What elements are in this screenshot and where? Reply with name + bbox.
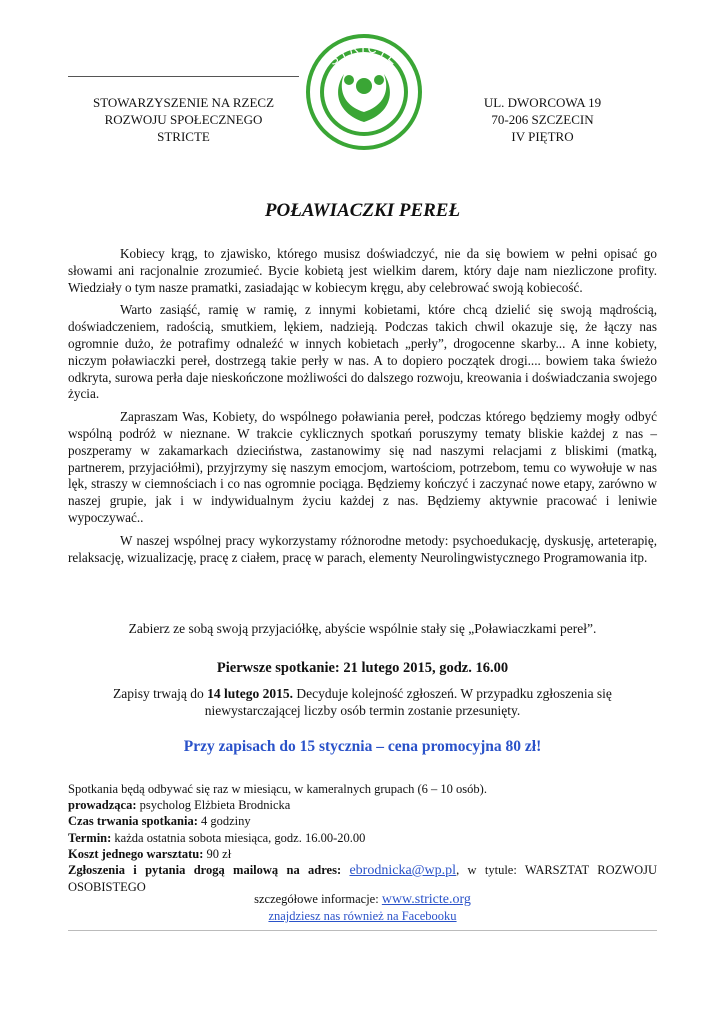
detail-cost xyxy=(68,846,657,862)
facebook-link[interactable]: znajdziesz nas również na Facebooku xyxy=(268,909,457,923)
organization-line-3: STRICTE xyxy=(157,129,210,144)
paragraph-1: Kobiecy krąg, to zjawisko, którego musisz doświadczyć, nie da się bowiem w pełni opisać go słowami ani racjonalnie zrozumieć. Bycie kobietą jest wielkim darem, który daje nam niezliczone profity. Wiedziały o tym nasze pramatki, zasiadając w kobiecym kręgu, aby celebrować swoją kobiecość. xyxy=(68,246,657,295)
address-street: UL. DWORCOWA 19 xyxy=(483,95,602,110)
event-details xyxy=(68,781,657,895)
promo-price: Przy zapisach do 15 stycznia – cena promocyjna 80 zł! xyxy=(183,738,542,755)
bottom-divider xyxy=(68,930,657,931)
contact-suffix: , w tytule: WARSZTAT ROZWOJU OSOBISTEGO xyxy=(68,863,658,895)
detail-host xyxy=(68,797,657,813)
cost-label: Koszt jednego warsztatu: xyxy=(68,846,204,861)
registration-prefix: Zapisy trwają do xyxy=(113,686,204,701)
invitation: Zabierz ze sobą swoją przyjaciółkę, abyście wspólnie stały się „Poławiaczkami pereł”. xyxy=(128,621,597,636)
more-info xyxy=(68,891,657,924)
detail-term xyxy=(68,830,657,846)
organization-line-1: STOWARZYSZENIE NA RZECZ xyxy=(92,95,275,110)
logo-word: STRICTE xyxy=(325,39,403,69)
stricte-logo xyxy=(304,32,424,152)
first-meeting: Pierwsze spotkanie: 21 lutego 2015, godz. 16.00 xyxy=(216,660,509,676)
registration-info xyxy=(90,685,635,719)
top-divider xyxy=(68,76,299,77)
detail-duration xyxy=(68,813,657,829)
detail-frequency: Spotkania będą odbywać się raz w miesiącu, w kameralnych grupach (6 – 10 osób). xyxy=(68,782,487,796)
address-city: 70-206 SZCZECIN xyxy=(491,112,594,127)
address-floor: IV PIĘTRO xyxy=(511,129,574,144)
paragraph-2: Warto zasiąść, ramię w ramię, z innymi kobietami, które chcą dzielić się swoją mądrością, doświadczeniem, radością, smutkiem, lękiem, nadzieją. Podczas takich chwil okazuje się, że łączy nas ogromnie dużo, że potrafimy odnaleźć w innych kobietach „perły”, drogocenne skarby... A inne kobiety, niczym poławiaczki pereł, dostrzegą takie perły w nas. A to dopiero początek drogi.... bowiem taka świeżo odkryta, surowa perła daje nieskończone możliwości do dalszego rozwoju, kreowania i doświadczania swojego życia. xyxy=(68,302,657,402)
organization-address xyxy=(450,94,635,145)
duration-value: 4 godziny xyxy=(201,814,251,829)
email-link[interactable]: ebrodnicka@wp.pl xyxy=(349,863,457,879)
organization-line-2: ROZWOJU SPOŁECZNEGO xyxy=(104,112,263,127)
host-label: prowadząca: xyxy=(68,798,137,813)
body-text xyxy=(68,246,657,572)
term-value: każda ostatnia sobota miesiąca, godz. 16.00-20.00 xyxy=(114,830,366,845)
contact-label: Zgłoszenia i pytania drogą mailową na adres: xyxy=(68,863,342,878)
term-label: Termin: xyxy=(68,830,112,845)
more-info-label: szczegółowe informacje: xyxy=(254,892,379,906)
paragraph-4: W naszej wspólnej pracy wykorzystamy różnorodne metody: psychoedukację, dyskusję, arteterapię, relaksację, wizualizację, pracę z ciałem, pracę w parach, elementy Neurolingwistycznego Programowania itp. xyxy=(68,532,657,565)
website-link[interactable]: www.stricte.org xyxy=(381,892,471,907)
registration-deadline: 14 lutego 2015. xyxy=(207,686,294,701)
duration-label: Czas trwania spotkania: xyxy=(68,814,198,829)
page-title: POŁAWIACZKI PEREŁ xyxy=(264,200,461,221)
organization-name xyxy=(68,94,299,145)
paragraph-3: Zapraszam Was, Kobiety, do wspólnego poławiania pereł, podczas którego będziemy mogły odbyć wspólną podróż w nieznane. W trakcie cyklicznych spotkań poruszymy tematy bliskie każdej z nas – poszperamy w zakamarkach dzieciństwa, zastanowimy się nad naszymi relacjami z bliskimi (matką, partnerem, przyjaciółmi), przyjrzymy się naszym emocjom, wartościom, potrzebom, temu co wywołuje w nas lęk, straszy w ciemnościach i co nas ogromnie pociąga. Będziemy kończyć i zaczynać nowe etapy, zarówno w naszej grupie, jak i w indywidualnym życiu każdej z nas. Będziemy aktywnie pracować i leniwie wypoczywać.. xyxy=(68,409,657,525)
registration-suffix: Decyduje kolejność zgłoszeń. W przypadku zgłoszenia się niewystarczającej liczby osób termin zostanie przesunięty. xyxy=(204,686,612,718)
cost-value: 90 zł xyxy=(206,846,232,861)
host-value: psycholog Elżbieta Brodnicka xyxy=(139,798,291,813)
